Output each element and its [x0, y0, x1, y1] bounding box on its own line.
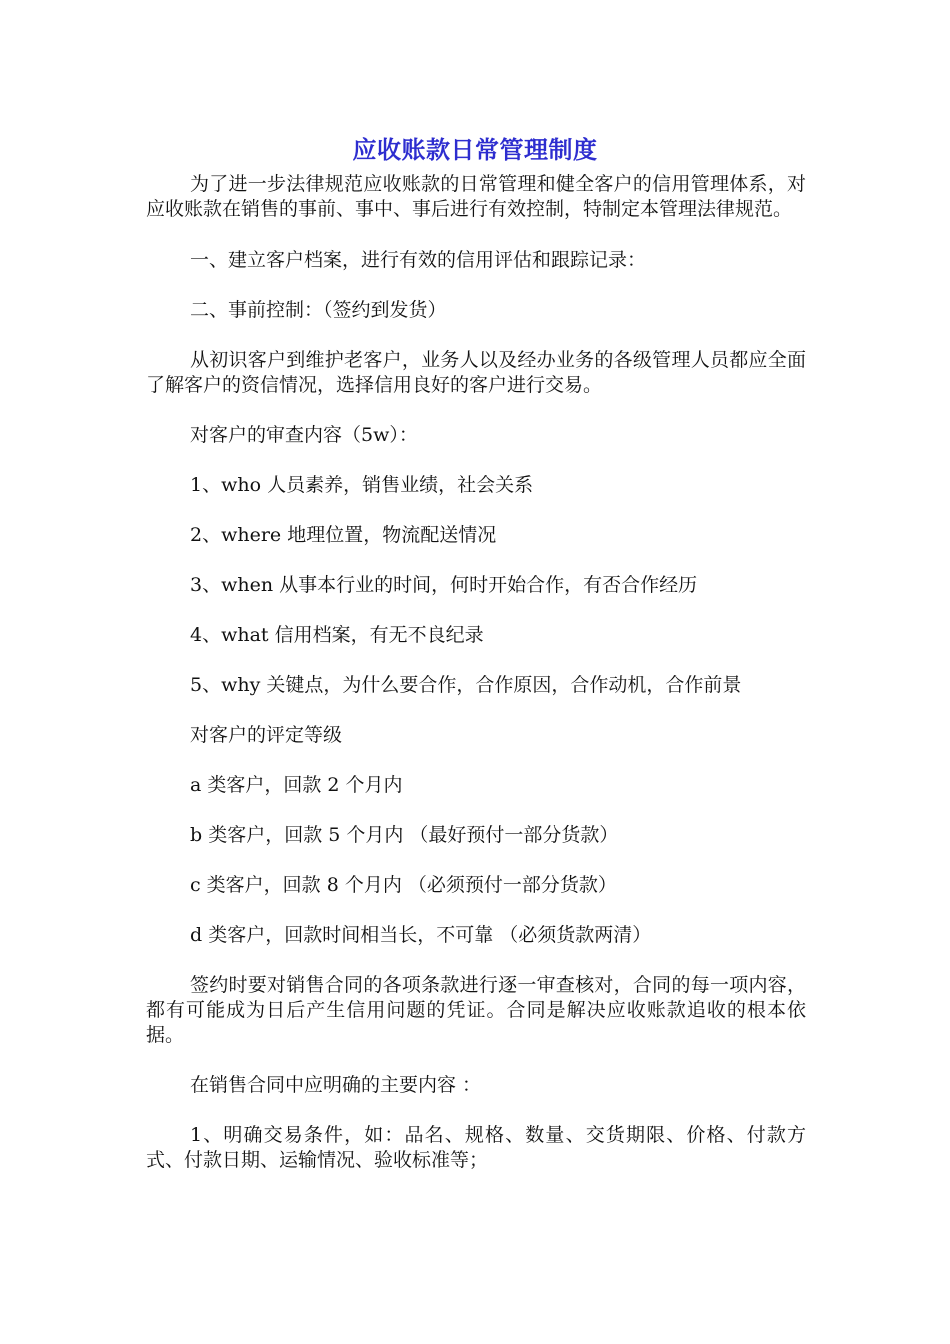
rating-item-c: c 类客户，回款 8 个月内 （必须预付一部分货款） [190, 874, 617, 896]
paragraph-5w-heading: 对客户的审查内容（5w）： [190, 424, 418, 446]
paragraph-client-review: 从初识客户到维护老客户，业务人以及经办业务的各级管理人员都应全面了解客户的资信情况，选择信用良好的客户进行交易。 [146, 349, 806, 396]
rating-item-a: a 类客户，回款 2 个月内 [190, 774, 403, 796]
paragraph-contract-heading: 在销售合同中应明确的主要内容 ： [190, 1074, 482, 1096]
paragraph-intro: 为了进一步法律规范应收账款的日常管理和健全客户的信用管理体系，对应收账款在销售的事前、事中、事后进行有效控制，特制定本管理法律规范。 [146, 173, 806, 220]
paragraph-contract-review: 签约时要对销售合同的各项条款进行逐一审查核对，合同的每一项内容，都有可能成为日后产生信用问题的凭证。合同是解决应收账款追收的根本依据。 [146, 974, 806, 1046]
list-item-why: 5、why 关键点，为什么要合作，合作原因，合作动机，合作前景 [190, 674, 742, 696]
list-item-who: 1、who 人员素养，销售业绩，社会关系 [190, 474, 534, 496]
list-item-trade-terms: 1、明确交易条件，如：品名、规格、数量、交货期限、价格、付款方式、付款日期、运输情况、验收标准等； [146, 1124, 806, 1171]
rating-item-b: b 类客户，回款 5 个月内 （最好预付一部分货款） [190, 824, 619, 846]
document-title: 应收账款日常管理制度 [352, 136, 598, 164]
paragraph-section-1: 一、建立客户档案，进行有效的信用评估和跟踪记录： [190, 249, 647, 271]
document-body [146, 172, 806, 1173]
list-item-what: 4、what 信用档案，有无不良纪录 [190, 624, 484, 646]
list-item-where: 2、where 地理位置，物流配送情况 [190, 524, 497, 546]
paragraph-section-2: 二、事前控制：（签约到发货） [190, 299, 447, 321]
paragraph-rating-heading: 对客户的评定等级 [190, 724, 343, 746]
rating-item-d: d 类客户，回款时间相当长，不可靠 （必须货款两清） [190, 924, 652, 946]
list-item-when: 3、when 从事本行业的时间，何时开始合作，有否合作经历 [190, 574, 698, 596]
